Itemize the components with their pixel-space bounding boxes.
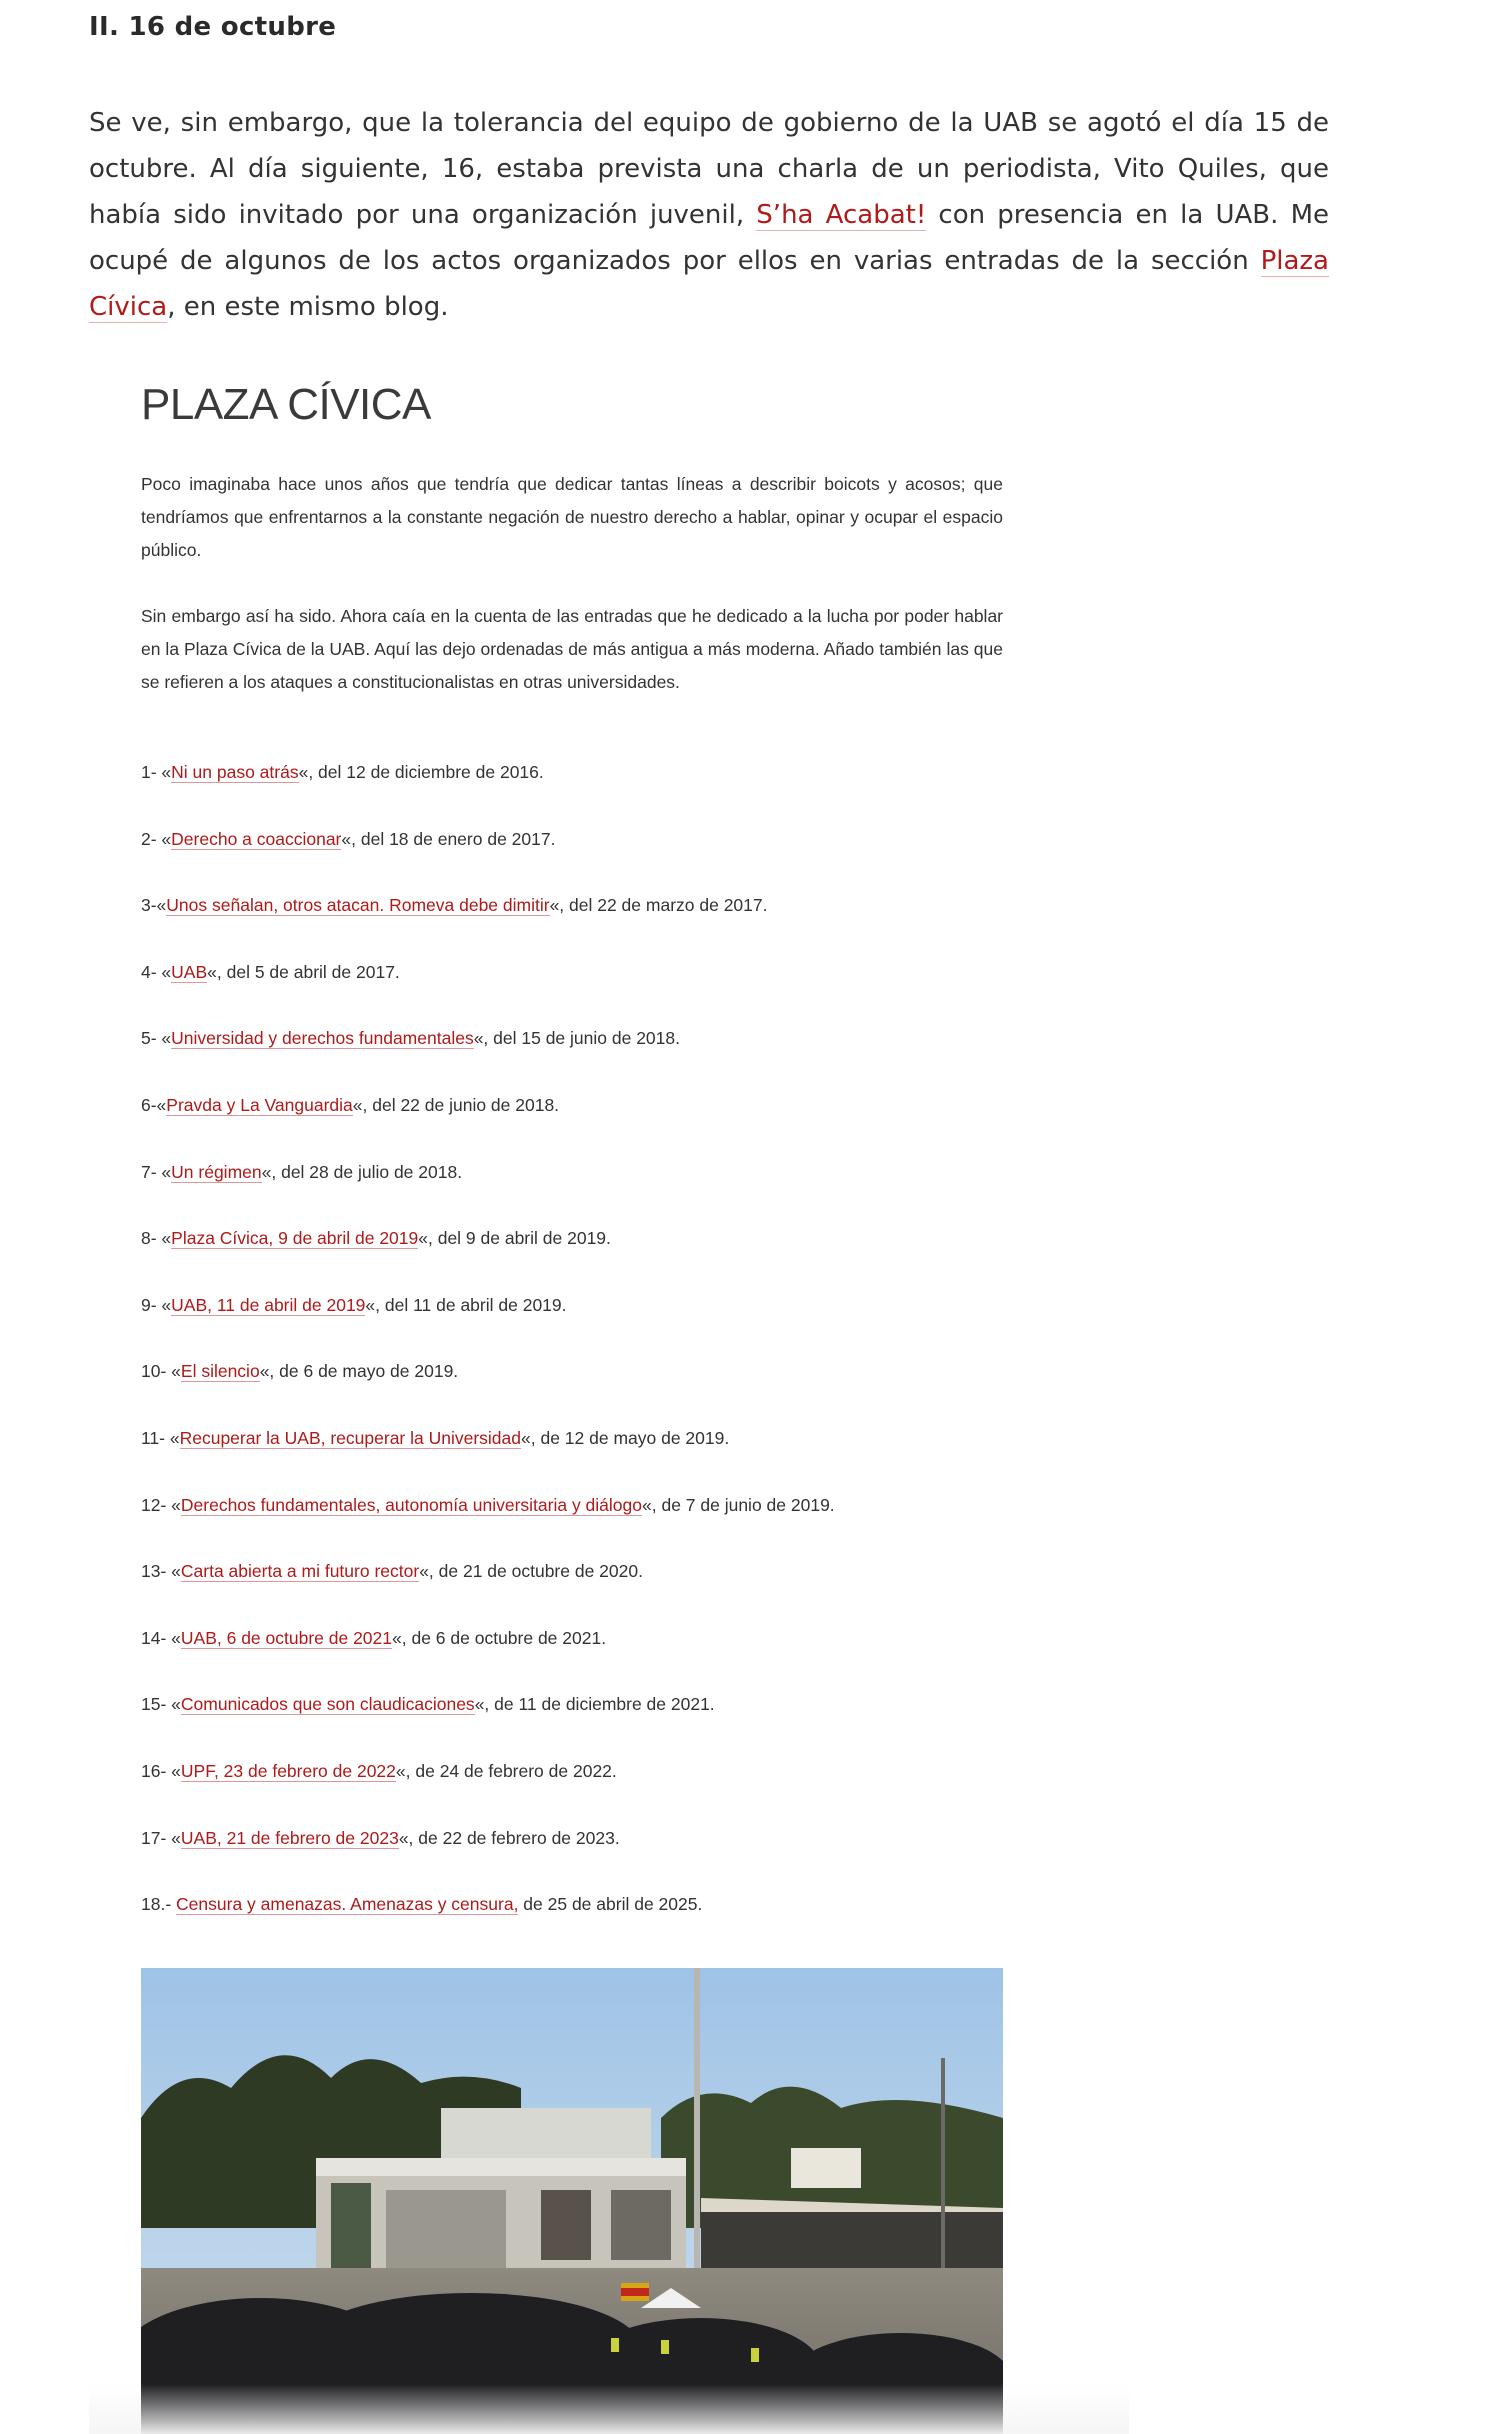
entry-number: 9- «	[141, 1294, 172, 1315]
entry-link[interactable]: UAB	[171, 961, 208, 982]
entry-number: 12- «	[141, 1494, 181, 1515]
entry-number: 11- «	[141, 1427, 180, 1448]
entry-list-item	[141, 956, 1003, 1023]
entry-list-item	[141, 1489, 1003, 1556]
entry-number: 18.-	[141, 1894, 177, 1915]
intro-paragraph	[89, 100, 1329, 330]
entry-date: de 25 de abril de 2025.	[518, 1894, 703, 1915]
entry-date: «, del 15 de junio de 2018.	[473, 1028, 680, 1049]
entry-date: «, de 12 de mayo de 2019.	[521, 1427, 730, 1448]
entry-link[interactable]: UAB, 21 de febrero de 2023	[180, 1827, 399, 1848]
crowd-photo-image	[141, 1968, 1003, 2434]
entry-number: 16- «	[141, 1760, 181, 1781]
entry-list-item	[141, 1422, 1003, 1489]
entry-date: «, del 12 de diciembre de 2016.	[298, 762, 544, 782]
entry-number: 17- «	[141, 1827, 181, 1848]
plaza-civica-photo	[141, 1968, 1003, 2434]
entry-list-item	[141, 1289, 1003, 1356]
entry-date: «, del 5 de abril de 2017.	[207, 961, 400, 982]
entry-link[interactable]: Un régimen	[171, 1161, 262, 1182]
entry-number: 1- «	[141, 762, 172, 782]
section-heading: II. 16 de octubre	[89, 12, 337, 42]
plaza-civica-link[interactable]: Plaza Cívica	[89, 246, 1329, 322]
entry-date: «, del 22 de junio de 2018.	[352, 1094, 560, 1115]
entry-link[interactable]: Plaza Cívica, 9 de abril de 2019	[171, 1228, 419, 1249]
entry-list-item	[141, 1622, 1003, 1689]
entry-date: «, de 6 de mayo de 2019.	[259, 1361, 459, 1382]
entry-number: 3-«	[141, 895, 167, 916]
embedded-paragraph-2: Sin embargo así ha sido. Ahora caía en la cuenta de las entradas que he dedicado a la lucha por poder hablar en la Plaza Cívica de la UAB. Aquí las dejo ordenadas de más antigua a más moderna. Añado también las que se refieren a los ataques a constitucionalistas en otras universidades.	[141, 606, 1003, 692]
entry-link[interactable]: Universidad y derechos fundamentales	[171, 1028, 474, 1049]
entry-number: 14- «	[141, 1627, 181, 1648]
entry-link[interactable]: Unos señalan, otros atacan. Romeva debe dimitir	[166, 895, 550, 916]
entry-link[interactable]: Pravda y La Vanguardia	[166, 1094, 353, 1115]
entry-list-item	[141, 1755, 1003, 1822]
entry-number: 15- «	[141, 1694, 181, 1715]
entry-list-item	[141, 889, 1003, 956]
bottom-fade	[89, 2384, 1129, 2434]
entry-list-item	[141, 1222, 1003, 1289]
entry-list	[141, 756, 1003, 1955]
entry-link[interactable]: Recuperar la UAB, recuperar la Universidad	[179, 1427, 521, 1448]
entry-date: «, de 7 de junio de 2019.	[642, 1494, 835, 1515]
entry-list-item	[141, 756, 1003, 823]
entry-number: 10- «	[141, 1361, 181, 1382]
entry-link[interactable]: UAB, 6 de octubre de 2021	[180, 1627, 393, 1648]
intro-text: Se ve, sin embargo, que la tolerancia del equipo de gobierno de la UAB se agotó el día 15 de octubre. Al día siguiente, 16, estaba prevista una charla de un periodista, Vito Quiles, que había sido invitado por una organización juvenil,	[89, 108, 1329, 230]
entry-list-item	[141, 1089, 1003, 1156]
intro-text: con presencia en la UAB. Me ocupé de algunos de los actos organizados por ellos en varias entradas de la sección	[89, 200, 1330, 276]
entry-link[interactable]: Censura y amenazas. Amenazas y censura,	[176, 1894, 519, 1915]
entry-list-item	[141, 1888, 1003, 1955]
entry-date: «, de 21 de octubre de 2020.	[419, 1561, 643, 1582]
entry-number: 2- «	[141, 828, 172, 849]
entry-list-item	[141, 1355, 1003, 1422]
entry-link[interactable]: Carta abierta a mi futuro rector	[180, 1561, 420, 1582]
entry-link[interactable]: Derechos fundamentales, autonomía universitaria y diálogo	[180, 1494, 642, 1515]
entry-number: 4- «	[141, 961, 172, 982]
entry-list-item	[141, 1555, 1003, 1622]
entry-date: «, de 6 de octubre de 2021.	[392, 1627, 607, 1648]
entry-number: 5- «	[141, 1028, 172, 1049]
entry-link[interactable]: UAB, 11 de abril de 2019	[171, 1294, 366, 1315]
entry-list-item	[141, 1156, 1003, 1223]
entry-date: «, del 28 de julio de 2018.	[261, 1161, 463, 1182]
entry-list-item	[141, 1688, 1003, 1755]
entry-date: «, del 9 de abril de 2019.	[418, 1228, 611, 1249]
entry-link[interactable]: El silencio	[180, 1361, 260, 1382]
entry-number: 7- «	[141, 1161, 172, 1182]
entry-date: «, del 18 de enero de 2017.	[341, 828, 556, 849]
entry-list-item	[141, 1022, 1003, 1089]
embedded-page-title: PLAZA CÍVICA	[141, 380, 431, 429]
entry-date: «, de 24 de febrero de 2022.	[395, 1760, 617, 1781]
shaacabat-link[interactable]: S’ha Acabat!	[756, 200, 927, 230]
entry-number: 13- «	[141, 1561, 181, 1582]
embedded-paragraph-1: Poco imaginaba hace unos años que tendría que dedicar tantas líneas a describir boicots y acosos; que tendríamos que enfrentarnos a la constante negación de nuestro derecho a hablar, opinar y ocupar el espacio público.	[141, 474, 1003, 560]
entry-link[interactable]: Derecho a coaccionar	[171, 828, 342, 849]
entry-list-item	[141, 823, 1003, 890]
entry-date: «, del 22 de marzo de 2017.	[549, 895, 768, 916]
entry-link[interactable]: Ni un paso atrás	[171, 762, 299, 782]
embedded-screenshot	[89, 338, 1129, 2434]
intro-text: , en este mismo blog.	[167, 292, 449, 322]
entry-list-item	[141, 1822, 1003, 1889]
entry-date: «, de 11 de diciembre de 2021.	[474, 1694, 715, 1715]
entry-number: 8- «	[141, 1228, 172, 1249]
entry-link[interactable]: Comunicados que son claudicaciones	[180, 1694, 475, 1715]
entry-date: «, del 11 de abril de 2019.	[365, 1294, 567, 1315]
entry-date: «, de 22 de febrero de 2023.	[398, 1827, 620, 1848]
entry-link[interactable]: UPF, 23 de febrero de 2022	[180, 1760, 396, 1781]
entry-number: 6-«	[141, 1094, 167, 1115]
